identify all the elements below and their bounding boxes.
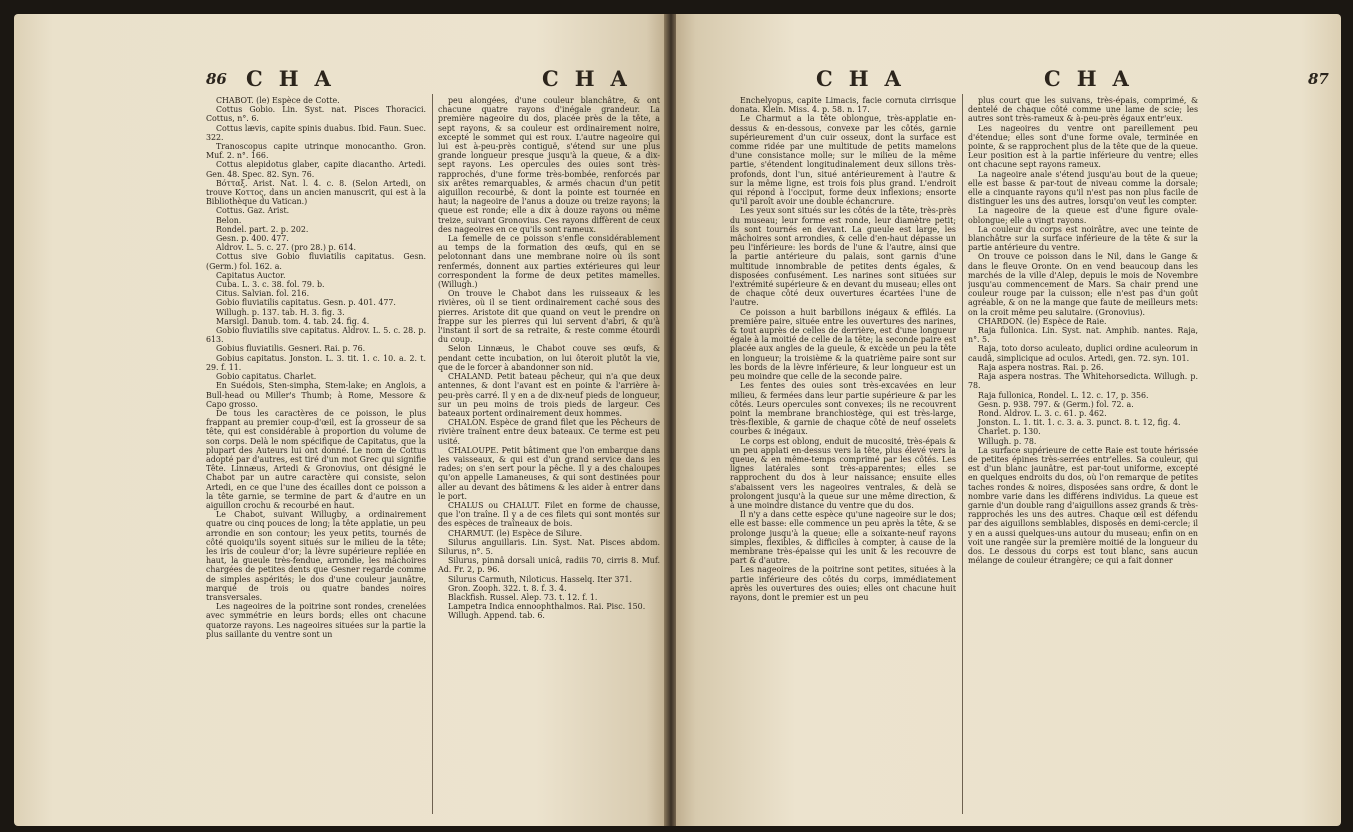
text-paragraph: Raja fullonica, Rondel. L. 12. c. 17, p. 356. (978, 390, 1149, 400)
text-paragraph: Selon Linnæus, le Chabot couve ses œufs, & pendant cette incubation, on lui ôteroit plutôt la vie, que de le forcer à abandonner son nid. (438, 344, 660, 372)
text-paragraph: Jonston. L. 1. tit. 1. c. 3. a. 3. punct. 8. t. 12, fig. 4. (978, 418, 1181, 428)
text-paragraph: Gesn. p. 938. 797. & (Germ.) fol. 72. a. (978, 399, 1134, 409)
text-paragraph: Cuba. L. 3. c. 38. fol. 79. b. (216, 280, 325, 290)
right-header-left: CHA (816, 66, 917, 91)
text-paragraph: Belon. (216, 215, 242, 225)
text-paragraph: CHABOT. (le) Espèce de Cotte. (216, 96, 340, 105)
right-column-2 (968, 96, 1198, 816)
text-paragraph: Rondel. part. 2. p. 202. (216, 224, 309, 234)
column-rule (962, 94, 963, 814)
text-paragraph: Blackfish. Russel. Alep. 73. t. 12. f. 1. (448, 592, 598, 602)
left-header-left: CHA (246, 66, 347, 91)
text-paragraph: Silurus anguillaris. Lin. Syst. Nat. Pisces abdom. Silurus, n°. 5. (438, 537, 660, 556)
text-paragraph: On trouve le Chabot dans les ruisseaux & les rivières, où il se tient ordinairement caché sous des pierres. Aristote dit que quand on veut le prendre on frappe sur les pierres qui lui servent d'abri, & qu'à l'instant il sort de sa retraite, & reste comme étourdi du coup. (438, 289, 660, 345)
text-paragraph: On trouve ce poisson dans le Nil, dans le Gange & dans le fleuve Oronte. On en vend beaucoup dans les marchés de la ville d'Alep, depuis le mois de Novembre jusqu'au commencement de Mars. Sa chair prend une couleur rouge par la cuisson; elle n'est pas d'un goût agréable, & on ne la mange que faute de meilleurs mets: on la croit même peu salutaire. (Gronovius). (968, 252, 1198, 317)
text-paragraph: Gobio fluviatilis capitatus. Gesn. p. 401. 477. (216, 298, 396, 308)
text-paragraph: Citus. Salvian. fol. 216. (216, 289, 310, 299)
text-paragraph: De tous les caractères de ce poisson, le plus frappant au premier coup-d'œil, est la grosseur de sa tête, qui est considérable à proportion du volume de son corps. Delà le nom spécifique de Capitatus, que la plupart des Auteurs lui ont donné. Le nom de Cottus adopté par d'autres, est tiré d'un mot Grec qui signifie Tête. Linnæus, Artedi & Gronovius, ont désigné le Chabot par un autre caractère qui consiste, selon Artedi, en ce que l'une des écailles dont ce poisson a la tête garnie, se termine de part & d'autre en un aiguillon crochu & recourbé en haut. (206, 408, 426, 510)
text-paragraph: Gobio fluviatilis sive capitatus. Aldrov. L. 5. c. 28. p. 613. (206, 326, 426, 345)
left-page (14, 14, 666, 826)
right-page (676, 14, 1341, 826)
text-paragraph: CHALAND. Petit bateau pêcheur, qui n'a que deux antennes, & dont l'avant est en pointe & l'arrière à-peu-près carré. Il y en a de dix-neuf pieds de longueur, sur un peu moins de trois pieds de largeur. Ces bateaux portent ordinairement deux hommes. (438, 372, 660, 418)
text-paragraph: Cottus lævis, capite spinis duabus. Ibid. Faun. Suec. 322. (206, 123, 426, 142)
text-paragraph: Le Chabot, suivant Willugby, a ordinairement quatre ou cinq pouces de long; la tête applatie, un peu arrondie en son contour; les yeux petits, tournés de côté quoiqu'ils soyent situés sur le milieu de la tête; les iris de couleur d'or; la lèvre supérieure repliée en haut, la gueule très-fendue, arrondie, les mâchoires chargées de petites dents que Gesner regarde comme de simples aspérités; le dos d'une couleur jaunâtre, marqué de trois ou quatre bandes noires transversales. (206, 510, 426, 602)
text-paragraph: Les fentes des ouies sont très-excavées en leur milieu, & fermées dans leur partie supérieure & par les côtés. Leurs opercules sont convexes; ils ne recouvrent point la membrane branchiostège, qui est très-large, très-flexible, & garnie de chaque côté de neuf osselets courbes & inégaux. (730, 381, 956, 437)
text-paragraph: CHARMUT. (le) Espèce de Silure. (448, 528, 583, 538)
text-paragraph: Rond. Aldrov. L. 3. c. 61. p. 462. (978, 408, 1107, 418)
text-paragraph: Willugh. Append. tab. 6. (448, 611, 545, 621)
text-paragraph: Raja aspera nostras. The Whitehorsedicta. Willugh. p. 78. (968, 372, 1198, 391)
text-paragraph: Enchelyopus, capite Limacis, facie cornuta cirrisque donata. Klein. Miss. 4. p. 58. n. 17. (730, 96, 956, 115)
text-paragraph: Gron. Zooph. 322. t. 8. f. 3. 4. (448, 583, 567, 593)
text-paragraph: Les yeux sont situés sur les côtés de la tête, très-près du museau; leur forme est ronde, leur diamètre petit; ils sont tournés en devant. La gueule est large, les mâchoires sont arrondies, & celle d'en-haut dépasse un peu l'inférieure: les bords de l'une & l'autre, ainsi que la partie antérieure du palais, sont garnis d'une multitude innombrable de petites dents égales, & disposées confusément. Les narines sont situées sur l'extrémité supérieure & en devant du museau; elles ont de chaque côté deux ouvertures écartées l'une de l'autre. (730, 206, 956, 308)
text-paragraph: Gobio capitatus. Charlet. (216, 372, 317, 382)
left-page-number: 86 (206, 70, 227, 88)
text-paragraph: Cottus sive Gobio fluviatilis capitatus. Gesn. (Germ.) fol. 162. a. (206, 252, 426, 271)
text-paragraph: Cottus alepidotus glaber, capite diacantho. Artedi. Gen. 48. Spec. 82. Syn. 76. (206, 160, 426, 179)
text-paragraph: Le corps est oblong, enduit de mucosité, très-épais & un peu applati en-dessus vers la tête, plus élevé vers la queue, & en même-temps comprimé par les côtés. Les lignes latérales sont très-apparentes; elles se rapprochent du dos à leur naissance; ensuite elles s'abaissent vers les nageoires ventrales, & delà se prolongent jusqu'à la queue sur une même direction, & à une moindre distance du ventre que du dos. (730, 436, 956, 510)
text-paragraph: Βότταξ. Arist. Nat. l. 4. c. 8. (Selon Artedi, on trouve Κοττος, dans un ancien manuscrit, qui est à la Bibliothèque du Vatican.) (206, 178, 426, 207)
text-paragraph: Les nageoires de la poitrine sont petites, situées à la partie inférieure des côtés du corps, immédiatement après les ouvertures des ouies; elles ont chacune huit rayons, dont le premier est un peu (730, 565, 956, 602)
text-paragraph: La couleur du corps est noirâtre, avec une teinte de blanchâtre sur la surface inférieure de la tête & sur la partie antérieure du ventre. (968, 224, 1198, 253)
text-paragraph: Willugh. p. 78. (978, 436, 1037, 446)
column-rule (432, 94, 433, 814)
text-paragraph: Gesn. p. 400. 477. (216, 234, 289, 244)
text-paragraph: La nageoire de la queue est d'une figure ovale-oblongue; elle a vingt rayons. (968, 206, 1198, 225)
text-paragraph: Ce poisson a huit barbillons inégaux & effilés. La première paire, située entre les ouvertures des narines, & tout auprès de celles de derrière, est d'une longueur égale à la moitié de celle de la tête; la seconde paire est placée aux angles de la gueule, & excède un peu la tête en longueur; la troisième & la quatrième paire sont sur les bords de la lèvre inférieure, & leur longueur est un peu moindre que celle de la seconde paire. (730, 307, 956, 382)
text-paragraph: Gobius fluviatilis. Gesneri. Rai. p. 76. (216, 344, 366, 354)
text-paragraph: Raja, toto dorso aculeato, duplici ordine aculeorum in caudâ, simplicique ad oculos. Artedi, gen. 72. syn. 101. (968, 344, 1198, 363)
text-paragraph: Cottus Gobio. Lin. Syst. nat. Pisces Thoracici. Cottus, n°. 6. (206, 105, 426, 124)
left-column-1 (206, 96, 426, 816)
text-paragraph: En Suédois, Sten-simpha, Stem-lake; en Anglois, a Bull-head ou Miller's Thumb; à Rome, Messore & Capo grosso. (206, 381, 426, 409)
text-paragraph: Gobius capitatus. Jonston. L. 3. tit. 1. c. 10. a. 2. t. 29. f. 11. (206, 353, 426, 372)
text-paragraph: Tranoscopus capite utrinque monocantho. Gron. Muf. 2. n°. 166. (206, 142, 426, 161)
text-paragraph: Marsigl. Danub. tom. 4. tab. 24. fig. 4. (216, 316, 370, 326)
text-paragraph: Raja aspera nostras. Rai. p. 26. (978, 362, 1104, 372)
text-paragraph: Capitatus Auctor. (216, 270, 286, 280)
text-paragraph: Lampetra Indica ennoophthalmos. Rai. Pisc. 150. (448, 602, 646, 612)
text-paragraph: CHARDON. (le) Espèce de Raie. (978, 316, 1107, 326)
text-paragraph: La femelle de ce poisson s'enfle considérablement au temps de la formation des œufs, qui en se pelotonnant dans une membrane noire où ils sont renfermés, donnent aux parties extérieures qui leur correspondent la forme de deux petites mamelles. (Willugh.) (438, 234, 660, 290)
text-paragraph: La nageoire anale s'étend jusqu'au bout de la queue; elle est basse & par-tout de niveau comme la dorsale; elle a cinquante rayons qu'il n'est pas non plus facile de distinguer les uns des autres, lorsqu'on veut les compter. (968, 169, 1198, 207)
text-paragraph: CHALON. Espèce de grand filet que les Pêcheurs de rivière traînent entre deux bateaux. Ce terme est peu usité. (438, 418, 660, 446)
text-paragraph: peu alongées, d'une couleur blanchâtre, & ont chacune quatre rayons d'inégale grandeur. La première nageoire du dos, placée près de la tête, a sept rayons, & sa couleur est ordinairement noire, excepté le sommet qui est roux. L'autre nageoire qui lui est à-peu-près contiguë, s'étend sur une plus grande longueur presque jusqu'à la queue, & a dix-sept rayons. Les opercules des ouies sont très-rapprochés, d'une forme très-bombée, renforcés par six arêtes remarquables, & armés chacun d'un petit aiguillon recourbé, & dont la pointe est tournée en haut; la nageoire de l'anus a douze ou treize rayons; la queue est ronde; elle a dix à douze rayons ou même treize, suivant Gronovius. Ces rayons diffèrent de ceux des nageoires en ce qu'ils sont rameux. (438, 96, 660, 234)
text-paragraph: Silurus Carmuth, Niloticus. Hasselq. Iter 371. (448, 574, 633, 584)
text-paragraph: Aldrov. L. 5. c. 27. (pro 28.) p. 614. (216, 243, 357, 253)
text-paragraph: Charlet. p. 130. (978, 427, 1041, 437)
text-paragraph: Il n'y a dans cette espèce qu'une nageoire sur le dos; elle est basse: elle commence un peu après la tête, & se prolonge jusqu'à la queue; elle a soixante-neuf rayons simples, flexibles, & difficiles à compter, à cause de la membrane très-épaisse qui les unit & les recouvre de part & d'autre. (730, 510, 956, 566)
text-paragraph: Willugh. p. 137. tab. H. 3. fig. 3. (216, 307, 345, 317)
text-paragraph: Le Charmut a la tête oblongue, très-applatie en-dessus & en-dessous, convexe par les côtés, garnie supérieurement d'un cuir osseux, dont la surface est comme ridée par une multitude de petits mamelons d'une consistance molle; sur le milieu de la même partie, s'étendent longitudinalement deux sillons très-profonds, dont l'un, situé antérieurement à l'autre & sur la même ligne, est trois fois plus grand. L'endroit qui répond à l'occiput, forme deux inflexions; ensorte qu'il paroît avoir une double échancrure. (730, 114, 956, 207)
text-paragraph: plus court que les suivans, très-épais, comprimé, & dentelé de chaque côté comme une lame de scie; les autres sont très-rameux & à-peu-près égaux entr'eux. (968, 96, 1198, 124)
right-column-1 (730, 96, 956, 816)
text-paragraph: Les nageoires du ventre ont pareillement peu d'étendue; elles sont d'une forme ovale, terminée en pointe, & se rapprochent plus de la tête que de la queue. Leur position est à la partie inférieure du ventre; elles ont chacune sept rayons rameux. (968, 123, 1198, 170)
text-paragraph: Raja fullonica. Lin. Syst. nat. Amphib. nantes. Raja, n°. 5. (968, 326, 1198, 345)
text-paragraph: CHALOUPE. Petit bâtiment que l'on embarque dans les vaisseaux, & qui est d'un grand service dans les rades; on s'en sert pour la pêche. Il y a des chaloupes qu'on appelle Lamaneuses, & qui sont destinées pour aller au devant des bâtimens & les aider à entrer dans le port. (438, 445, 660, 501)
left-header-right: CHA (542, 66, 643, 91)
text-paragraph: Les nageoires de la poitrine sont rondes, crenelées avec symmétrie en leurs bords; elles ont chacune quatorze rayons. Les nageoires situées sur la partie la plus saillante du ventre sont un (206, 602, 426, 639)
right-page-number: 87 (1308, 70, 1329, 88)
text-paragraph: CHALUS ou CHALUT. Filet en forme de chausse, que l'on traîne. Il y a de ces filets qui sont montés sur des espèces de traîneaux de bois. (438, 500, 660, 529)
text-paragraph: Silurus, pinnâ dorsali unicâ, radiis 70, cirris 8. Muf. Ad. Fr. 2, p. 96. (438, 556, 660, 575)
left-column-2 (438, 96, 660, 816)
text-paragraph: Cottus. Gaz. Arist. (216, 206, 290, 216)
right-header-right: CHA (1044, 66, 1145, 91)
text-paragraph: La surface supérieure de cette Raie est toute hérissée de petites épines très-serrées entr'elles. Sa couleur, qui est d'un blanc jaunâtre, est par-tout uniforme, excepté en quelques endroits du dos, où l'on remarque de petites taches rondes & noires, disposées sans ordre, & dont le nombre varie dans les différens individus. La queue est garnie d'un double rang d'aiguillons assez grands & très-rapprochés les uns des autres. Chaque œil est défendu par des aiguillons semblables, disposés en demi-cercle; il y en a aussi quelques-uns autour du museau; enfin on en voit une rangée sur la première moitié de la longueur du dos. Le dessous du corps est tout blanc, sans aucun mélange de couleur étrangère; ce qui a fait donner (968, 445, 1198, 566)
